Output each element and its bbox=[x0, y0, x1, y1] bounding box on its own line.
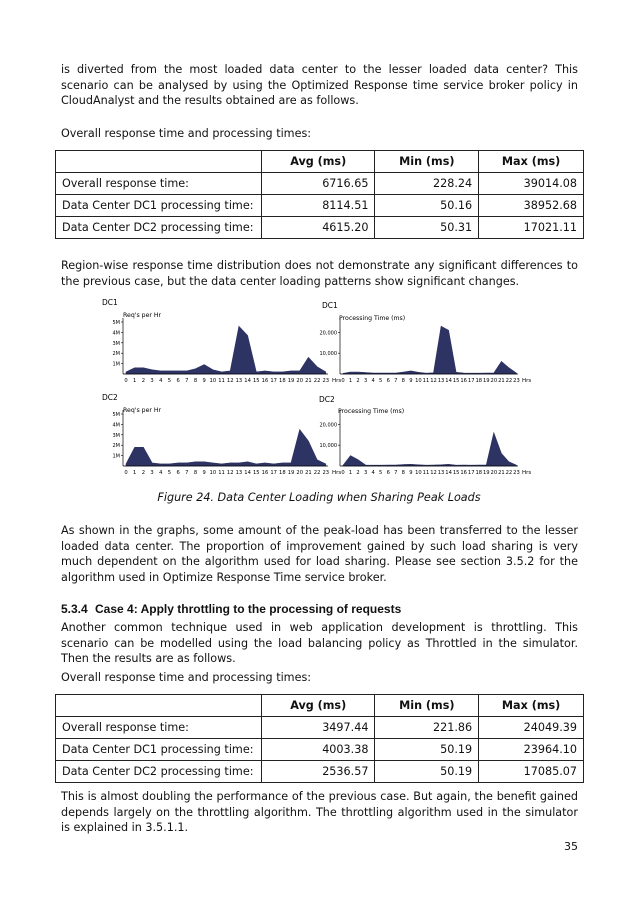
cell-avg: 4003.38 bbox=[261, 739, 374, 761]
x-tick-label: 14 bbox=[445, 378, 452, 384]
table-header-min: Min (ms) bbox=[375, 695, 479, 717]
chart-area bbox=[343, 433, 517, 466]
x-tick-label: 11 bbox=[218, 470, 225, 476]
y-tick-label: 3M bbox=[112, 432, 120, 439]
x-tick-label: 20 bbox=[296, 378, 304, 384]
cell-min: 50.19 bbox=[375, 761, 479, 783]
x-tick-label: 17 bbox=[270, 378, 277, 384]
x-tick-label: 1 bbox=[133, 470, 137, 476]
paragraph-conclusion: This is almost doubling the performance of the previous case. But again, the benefit gained depends largely on the throttling algorithm. The throttling algorithm used in the simulator is explained in 3.5.1.1. bbox=[61, 790, 578, 834]
x-tick-label: 16 bbox=[261, 378, 269, 384]
x-tick-label: 1 bbox=[348, 470, 353, 476]
x-tick-label: 8 bbox=[193, 470, 198, 476]
y-tick-label: 10,000 bbox=[319, 351, 337, 358]
table-label-2: Overall response time and processing times: bbox=[61, 671, 312, 684]
chart-panel-label: DC1 bbox=[102, 298, 118, 307]
x-tick-label: 18 bbox=[279, 378, 286, 384]
x-tick-label: 12 bbox=[226, 470, 234, 476]
x-tick-label: 17 bbox=[467, 470, 475, 476]
y-tick-label: 3M bbox=[112, 340, 120, 347]
x-tick-label: 3 bbox=[150, 378, 154, 384]
cell-max: 23964.10 bbox=[479, 739, 584, 761]
chart-panel-label: DC1 bbox=[322, 301, 338, 310]
paragraph-throttling: Another common technique used in web application development is throttling. This scenario can be modelled using the load balancing policy as Throttled in the simulator. Then the results are as follows. bbox=[61, 621, 578, 665]
x-tick-label: 23 bbox=[322, 378, 330, 384]
y-tick-label: 2M bbox=[112, 443, 120, 450]
x-tick-label: 21 bbox=[498, 378, 505, 384]
x-tick-label: 3 bbox=[363, 378, 368, 384]
datacenter-loading-figure bbox=[90, 296, 550, 486]
cell-max: 24049.39 bbox=[479, 717, 584, 739]
section-title: Case 4: Apply throttling to the processing of requests bbox=[95, 602, 402, 616]
paragraph-intro: is diverted from the most loaded data center to the lesser loaded data center? This scenario can be analysed by using the Optimized Response time service broker policy in CloudAnalyst and the results obtained are as follows. bbox=[61, 63, 578, 107]
x-tick-label: 7 bbox=[394, 470, 398, 476]
x-tick-label: 9 bbox=[409, 378, 413, 384]
x-tick-label: 12 bbox=[430, 470, 437, 476]
x-tick-label: 2 bbox=[356, 470, 360, 476]
paragraph-region: Region-wise response time distribution does not demonstrate any significant differences to the previous case, but the data center loading patterns show significant changes. bbox=[61, 259, 578, 288]
x-tick-label: 23 bbox=[513, 470, 520, 476]
table-row bbox=[56, 739, 584, 761]
x-tick-label: 20 bbox=[296, 470, 304, 476]
row-label: Data Center DC1 processing time: bbox=[56, 195, 262, 217]
x-tick-label: 5 bbox=[167, 470, 172, 476]
x-tick-label: 7 bbox=[185, 470, 189, 476]
table-header-max: Max (ms) bbox=[479, 151, 584, 173]
x-unit-label: Hrs bbox=[522, 378, 532, 384]
cell-avg: 3497.44 bbox=[261, 717, 374, 739]
x-tick-label: 1 bbox=[133, 378, 137, 384]
x-tick-label: 20 bbox=[490, 470, 498, 476]
x-tick-label: 6 bbox=[176, 378, 180, 384]
table-header-min: Min (ms) bbox=[375, 151, 479, 173]
x-tick-label: 16 bbox=[460, 378, 467, 384]
y-tick-label: 1M bbox=[112, 453, 120, 460]
y-tick-label: 4M bbox=[112, 330, 120, 337]
x-tick-label: 15 bbox=[452, 378, 460, 384]
cell-avg: 2536.57 bbox=[261, 761, 374, 783]
table-row bbox=[56, 217, 584, 239]
x-tick-label: 0 bbox=[124, 470, 128, 476]
y-tick-label: 5M bbox=[112, 320, 120, 326]
x-tick-label: 15 bbox=[252, 378, 260, 384]
x-tick-label: 10 bbox=[415, 378, 422, 384]
x-unit-label: Hrs bbox=[522, 470, 532, 476]
x-tick-label: 21 bbox=[498, 470, 505, 476]
x-tick-label: 23 bbox=[322, 470, 330, 476]
y-tick-label: 20,000 bbox=[319, 422, 337, 429]
x-tick-label: 2 bbox=[141, 470, 146, 476]
x-tick-label: 21 bbox=[305, 470, 312, 476]
table-header-avg: Avg (ms) bbox=[261, 695, 374, 717]
x-tick-label: 5 bbox=[379, 378, 383, 384]
x-tick-label: 17 bbox=[270, 470, 277, 476]
section-heading bbox=[61, 602, 401, 616]
x-tick-label: 0 bbox=[341, 470, 345, 476]
x-tick-label: 10 bbox=[415, 470, 422, 476]
x-tick-label: 21 bbox=[305, 378, 312, 384]
results-table-2 bbox=[55, 694, 584, 783]
table-header-blank bbox=[56, 695, 262, 717]
x-tick-label: 14 bbox=[445, 470, 452, 476]
x-tick-label: 22 bbox=[505, 378, 513, 384]
table-header-avg: Avg (ms) bbox=[261, 151, 374, 173]
x-tick-label: 14 bbox=[244, 470, 251, 476]
y-tick-label: 1M bbox=[112, 361, 120, 368]
x-tick-label: 6 bbox=[176, 470, 180, 476]
x-tick-label: 13 bbox=[437, 470, 445, 476]
y-tick-label: 20,000 bbox=[319, 330, 337, 337]
x-tick-label: 17 bbox=[467, 378, 475, 384]
x-tick-label: 7 bbox=[394, 378, 398, 384]
x-unit-label: Hrs bbox=[332, 378, 342, 384]
cell-max: 39014.08 bbox=[479, 173, 584, 195]
row-label: Data Center DC1 processing time: bbox=[56, 739, 262, 761]
x-tick-label: 18 bbox=[475, 470, 483, 476]
table-header-row bbox=[56, 151, 584, 173]
cell-avg: 4615.20 bbox=[261, 217, 374, 239]
chart-area bbox=[343, 326, 517, 374]
chart-title: Req's per Hr bbox=[123, 407, 162, 414]
x-tick-label: 22 bbox=[313, 470, 321, 476]
y-tick-label: 2M bbox=[112, 351, 120, 358]
chart-panel-label: DC2 bbox=[319, 395, 335, 404]
x-tick-label: 0 bbox=[124, 378, 128, 384]
x-tick-label: 13 bbox=[437, 378, 445, 384]
x-unit-label: Hrs bbox=[332, 470, 342, 476]
x-tick-label: 13 bbox=[235, 378, 243, 384]
x-tick-label: 22 bbox=[313, 378, 321, 384]
table-row bbox=[56, 717, 584, 739]
x-tick-label: 18 bbox=[475, 378, 483, 384]
x-tick-label: 5 bbox=[379, 470, 383, 476]
x-tick-label: 19 bbox=[287, 378, 295, 384]
x-tick-label: 11 bbox=[422, 378, 430, 384]
cell-min: 50.19 bbox=[375, 739, 479, 761]
x-tick-label: 6 bbox=[386, 378, 390, 384]
x-tick-label: 9 bbox=[202, 378, 206, 384]
cell-min: 228.24 bbox=[375, 173, 479, 195]
x-tick-label: 2 bbox=[141, 378, 146, 384]
table-row bbox=[56, 761, 584, 783]
x-tick-label: 3 bbox=[363, 470, 368, 476]
x-tick-label: 2 bbox=[356, 378, 360, 384]
x-tick-label: 11 bbox=[218, 378, 225, 384]
row-label: Overall response time: bbox=[56, 173, 262, 195]
x-tick-label: 16 bbox=[261, 470, 269, 476]
chart-title: Req's per Hr bbox=[123, 312, 162, 319]
x-tick-label: 19 bbox=[483, 470, 490, 476]
x-tick-label: 19 bbox=[483, 378, 490, 384]
row-label: Overall response time: bbox=[56, 717, 262, 739]
x-tick-label: 22 bbox=[505, 470, 513, 476]
cell-max: 38952.68 bbox=[479, 195, 584, 217]
x-tick-label: 8 bbox=[193, 378, 198, 384]
cell-min: 50.16 bbox=[375, 195, 479, 217]
x-tick-label: 14 bbox=[244, 378, 251, 384]
section-number: 5.3.4 bbox=[61, 602, 88, 616]
y-tick-label: 10,000 bbox=[319, 443, 337, 450]
chart-title: Processing Time (ms) bbox=[338, 408, 405, 415]
paragraph-analysis: As shown in the graphs, some amount of the peak-load has been transferred to the lesser loaded data center. The proportion of improvement gained by such load sharing is very much dependent on the algorithm used for load sharing. Please see section 3.5.2 for the algorithm used in Optimize Response Time service broker. bbox=[61, 524, 578, 584]
results-table-1 bbox=[55, 150, 584, 239]
cell-avg: 8114.51 bbox=[261, 195, 374, 217]
chart-title: Processing Time (ms) bbox=[339, 315, 406, 322]
x-tick-label: 15 bbox=[252, 470, 260, 476]
x-tick-label: 16 bbox=[460, 470, 467, 476]
x-tick-label: 12 bbox=[430, 378, 437, 384]
cell-min: 50.31 bbox=[375, 217, 479, 239]
x-tick-label: 4 bbox=[159, 378, 163, 384]
page-number: 35 bbox=[564, 840, 578, 853]
x-tick-label: 12 bbox=[226, 378, 234, 384]
y-tick-label: 5M bbox=[112, 412, 120, 418]
y-tick-label: 4M bbox=[112, 422, 120, 429]
x-tick-label: 13 bbox=[235, 470, 243, 476]
row-label: Data Center DC2 processing time: bbox=[56, 761, 262, 783]
x-tick-label: 4 bbox=[159, 470, 163, 476]
x-tick-label: 10 bbox=[209, 470, 217, 476]
x-tick-label: 10 bbox=[209, 378, 217, 384]
table-header-max: Max (ms) bbox=[479, 695, 584, 717]
x-tick-label: 8 bbox=[401, 470, 405, 476]
x-tick-label: 20 bbox=[490, 378, 498, 384]
x-tick-label: 3 bbox=[150, 470, 154, 476]
cell-avg: 6716.65 bbox=[261, 173, 374, 195]
x-tick-label: 1 bbox=[348, 378, 353, 384]
figure-caption: Figure 24. Data Center Loading when Sharing Peak Loads bbox=[157, 491, 481, 504]
x-tick-label: 9 bbox=[409, 470, 413, 476]
x-tick-label: 4 bbox=[371, 378, 375, 384]
row-label: Data Center DC2 processing time: bbox=[56, 217, 262, 239]
x-tick-label: 4 bbox=[371, 470, 375, 476]
x-tick-label: 0 bbox=[341, 378, 345, 384]
table-header-blank bbox=[56, 151, 262, 173]
chart-area bbox=[126, 430, 326, 466]
x-tick-label: 5 bbox=[167, 378, 172, 384]
x-tick-label: 15 bbox=[452, 470, 460, 476]
chart-area bbox=[126, 326, 326, 374]
table-label-1: Overall response time and processing times: bbox=[61, 127, 312, 140]
x-tick-label: 11 bbox=[422, 470, 430, 476]
cell-max: 17085.07 bbox=[479, 761, 584, 783]
x-tick-label: 18 bbox=[279, 470, 286, 476]
cell-max: 17021.11 bbox=[479, 217, 584, 239]
x-tick-label: 7 bbox=[185, 378, 189, 384]
x-tick-label: 23 bbox=[513, 378, 520, 384]
cell-min: 221.86 bbox=[375, 717, 479, 739]
chart-panel-label: DC2 bbox=[102, 393, 118, 402]
table-row bbox=[56, 173, 584, 195]
x-tick-label: 8 bbox=[401, 378, 405, 384]
x-tick-label: 6 bbox=[386, 470, 390, 476]
x-tick-label: 19 bbox=[287, 470, 295, 476]
x-tick-label: 9 bbox=[202, 470, 206, 476]
table-row bbox=[56, 195, 584, 217]
table-header-row bbox=[56, 695, 584, 717]
